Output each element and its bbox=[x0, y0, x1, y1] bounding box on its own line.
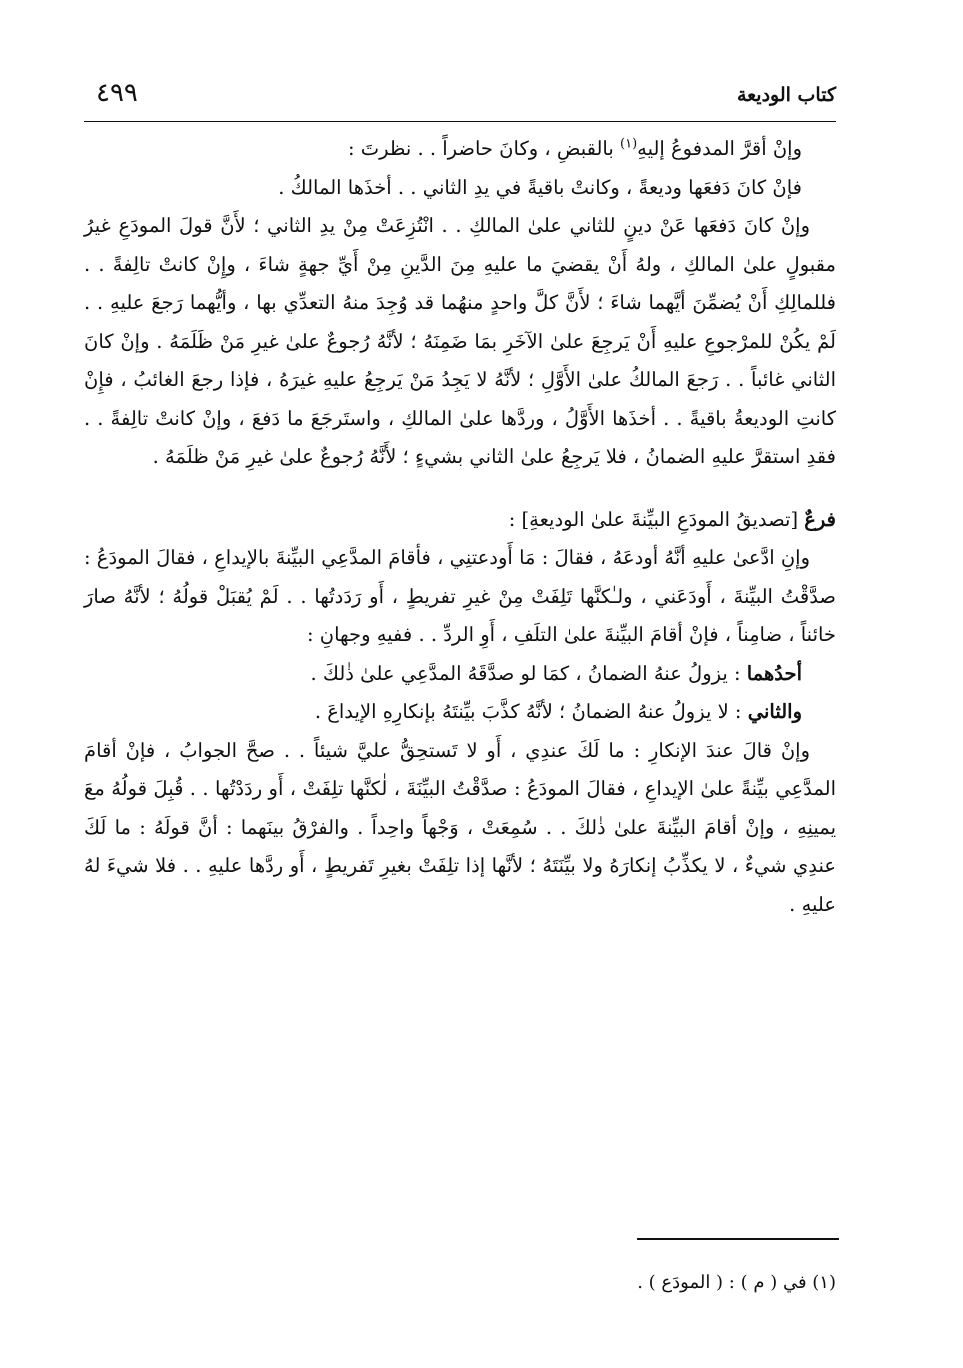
paragraph bbox=[84, 207, 836, 477]
main-text bbox=[84, 130, 836, 924]
paragraph-text: بالقبضِ ، وكانَ حاضراً . . نظرتَ : bbox=[347, 137, 614, 160]
paragraph-text: وإنْ كانَ دَفعَها عَنْ دينٍ للثاني علىٰ المالكِ . . انْتُزِعَتْ مِنْ يدِ الثاني ؛ لأَنَّ قولَ المودَعِ غيرُ مقبولٍ علىٰ المالكِ ، ولهُ أَنْ يقضيَ ما عليهِ مِنَ الدَّينِ مِنْ أَيِّ جهةٍ شاءَ ، وإِنْ كانتْ تالِفةً . . فللمالِكِ أَنْ يُضمِّنَ أيَّهما شاءَ ؛ لأَنَّ كلَّ واحدٍ منهُما قد وُجِدَ منهُ التعدِّي بها ، وأيُّهما رَجعَ عليهِ . . لَمْ يكُنْ للمرْجوعِ عليهِ أَنْ يَرجِعَ علىٰ الآخَرِ بمَا ضَمِنَهُ ؛ لأنَّهُ رُجوعٌ علىٰ غيرِ مَنْ ظَلَمَهُ . وإنْ كانَ الثاني غائباً . . رَجعَ المالكُ علىٰ الأَوَّلِ ؛ لأنَّهُ لا يَجِدُ مَنْ يَرجِعُ عليهِ غيرَهُ ، فإذا رجعَ الغائبُ ، فإِنْ كانتِ الوديعةُ باقيةً . . أخذَها الأَوَّلُ ، وردَّها علىٰ المالكِ ، واستَرجَعَ ما دَفعَ ، وإنْ كانتْ تالِفةً . . فقدِ استقرَّ عليهِ الضمانُ ، فلا يَرجِعُ علىٰ الثاني بشيءٍ ؛ لأَنَّهُ رُجوعٌ علىٰ غيرِ مَنْ ظلَمَهُ . bbox=[84, 214, 836, 468]
paragraph-text: : يزولُ عنهُ الضمانُ ، كمَا لو صدَّقَهُ المدَّعِي علىٰ ذٰلكَ . bbox=[310, 661, 741, 685]
footnote-reference: (١) bbox=[620, 136, 638, 152]
section-heading bbox=[84, 501, 836, 540]
paragraph-text: : لا يزولُ عنهُ الضمانُ ؛ لأنَّهُ كذَّبَ بيِّنتَهُ بإنكارِهِ الإيداعَ . bbox=[314, 700, 742, 723]
paragraph-term: والثاني bbox=[747, 700, 802, 723]
page-header bbox=[84, 78, 836, 118]
heading-text: [تصديقُ المودَعِ البيِّنةَ علىٰ الوديعةِ] : bbox=[508, 507, 799, 531]
paragraph bbox=[84, 732, 836, 925]
paragraph-text: وإنْ قالَ عندَ الإنكارِ : ما لَكَ عندِي ، أَو لا تَستحِقُّ عليَّ شيئاً . . صحَّ الجوابُ ، فإنْ أقامَ المدَّعِي بيِّنةً علىٰ الإيداعِ ، فقالَ المودَعُ : صدَّقْتُ البيِّنَةَ ، لٰكنَّها تلِفَتْ ، أَو ردَدْتُها . . قُبِلَ قولُهُ معَ يمينِهِ ، وإنْ أقامَ البيِّنةَ علىٰ ذٰلكَ . . سُمِعَتْ ، وَجْهاً واحِداً . والفرْقُ بينَهما : أنَّ قولَهُ : ما لَكَ عندِي شيءٌ ، لا يكذِّبُ إنكارَهُ ولا بيِّنَتَهُ ؛ لأنَّها إذا تلِفَتْ بغيرِ تَفريطٍ ، أَو ردَّها عليهِ . . فلا شيءَ لهُ عليهِ . bbox=[84, 738, 836, 916]
page-number: ٤٩٩ bbox=[96, 78, 138, 108]
paragraph-text: وإنِ ادَّعىٰ عليهِ أنَّهُ أودعَهُ ، فقالَ : مَا أَودعتنِي ، فأقامَ المدَّعِي البيِّنةَ بالإيداعِ ، فقالَ المودَعُ : صدَّقْتُ البيِّنةَ ، أَودَعَني ، ولـٰكنَّها تَلِفَتْ مِنْ غيرِ تفريطٍ ، أَو رَدَدتُها . . لَمْ يُقبَلْ قولُهُ ؛ لأنَّهُ صارَ خائناً ، ضامِناً ، فإنْ أقامَ البيِّنةَ علىٰ التلَفِ ، أَوِ الردِّ . . ففيهِ وجهانِ : bbox=[84, 546, 836, 646]
paragraph bbox=[84, 693, 836, 732]
paragraph bbox=[84, 539, 836, 655]
header-rule bbox=[84, 121, 836, 122]
paragraph bbox=[84, 655, 836, 694]
paragraph bbox=[84, 169, 836, 208]
footnote: (١) في ( م ) : ( المودَع ) . bbox=[637, 1272, 836, 1293]
chapter-title: كتاب الوديعة bbox=[736, 84, 836, 106]
heading-term: فرعٌ bbox=[804, 507, 836, 531]
paragraph-text: وإنْ أقرَّ المدفوعُ إليهِ bbox=[637, 137, 802, 160]
paragraph-term: أحدُهما bbox=[746, 661, 802, 685]
footnote-rule bbox=[637, 1238, 839, 1240]
paragraph-text: فإنْ كانَ دَفعَها وديعةً ، وكانتْ باقيةً في يدِ الثاني . . أخذَها المالكُ . bbox=[278, 175, 802, 199]
paragraph bbox=[84, 130, 836, 169]
